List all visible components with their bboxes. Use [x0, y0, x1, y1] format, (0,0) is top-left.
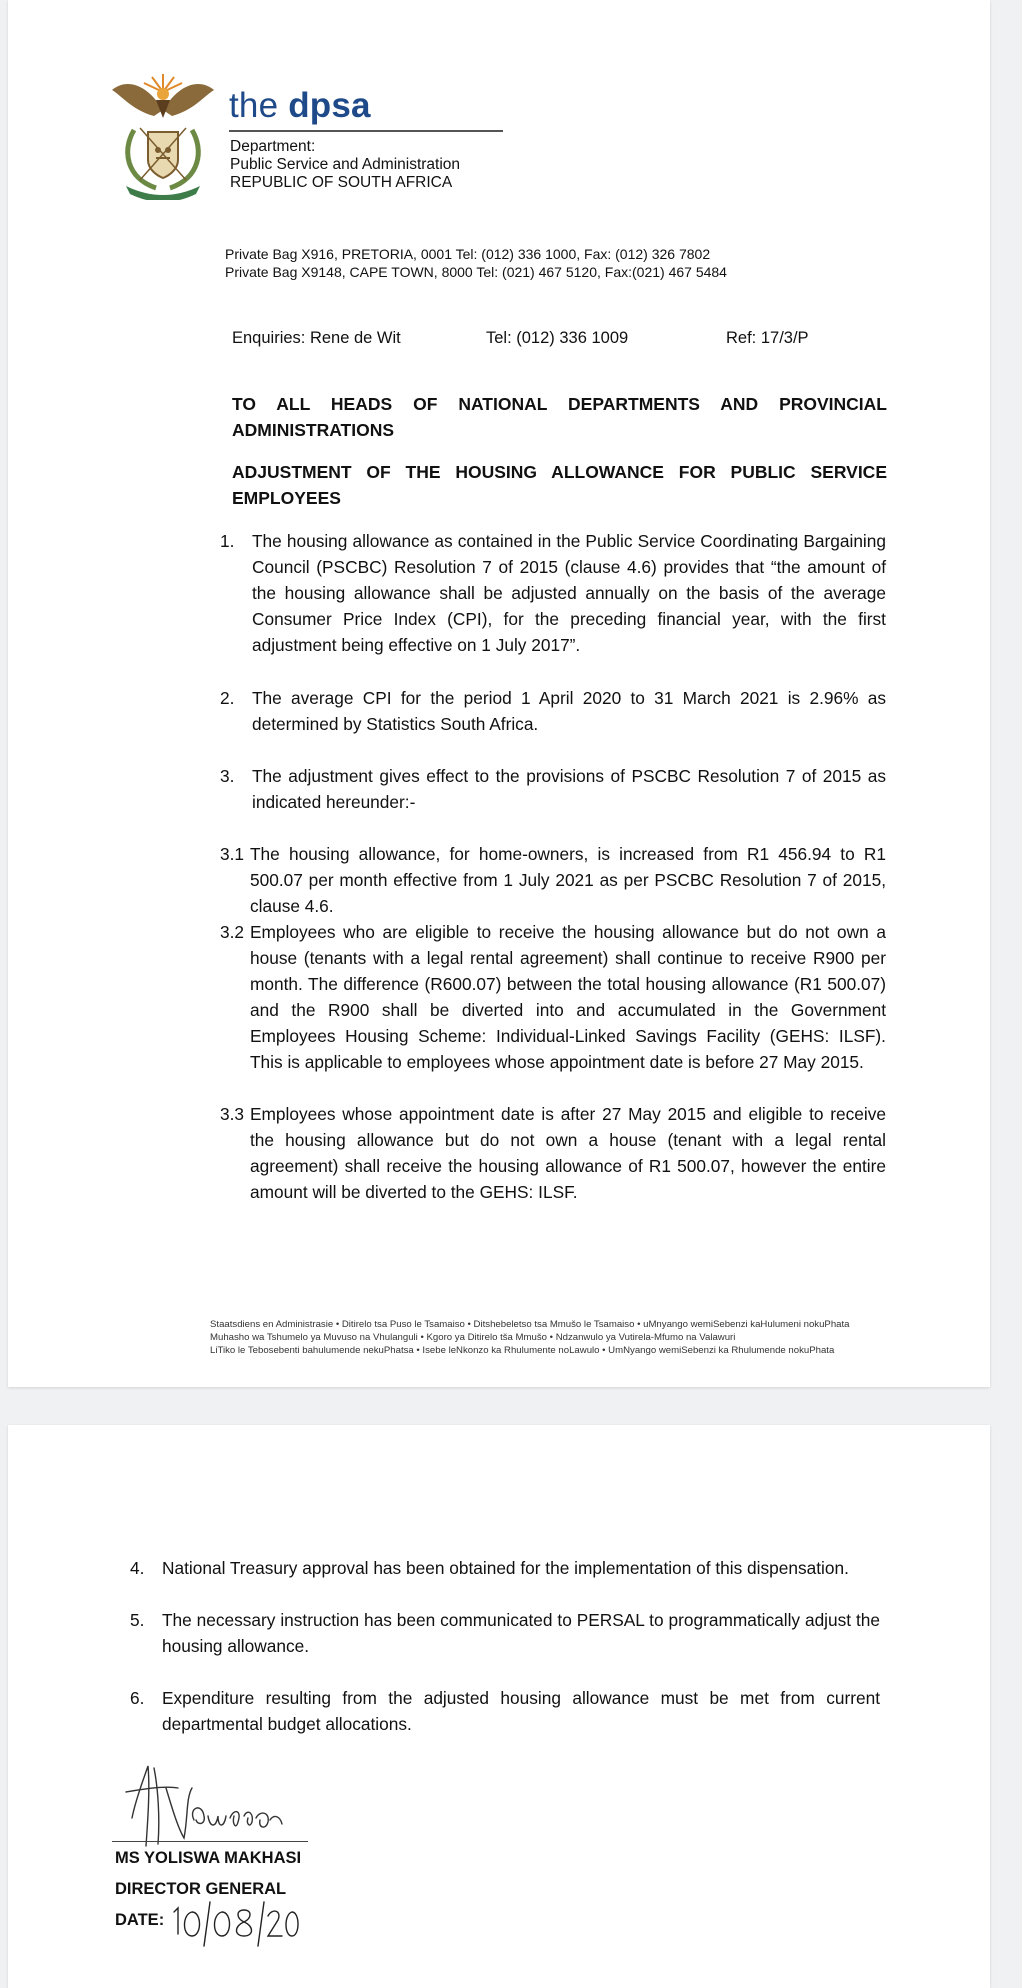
department-name: Department: Public Service and Administration REPUBLIC OF SOUTH AFRICA	[230, 138, 461, 191]
addressee-heading: TO ALL HEADS OF NATIONAL DEPARTMENTS AND PROVINCIAL ADMINISTRATIONS	[232, 394, 887, 440]
paragraph-3-1: 3.1 The housing allowance, for home-owners, is increased from R1 456.94 to R1 500.07 per month effective from 1 July 2021 as per PSCBC Resolution 7 of 2015, clause 4.6.	[220, 844, 886, 916]
date-label: DATE:	[115, 1911, 165, 1929]
paragraph-2: 2. The average CPI for the period 1 April 2020 to 31 March 2021 is 2.96% as determined by Statistics South Africa.	[220, 688, 886, 734]
paragraph-6: 6. Expenditure resulting from the adjusted housing allowance must be met from current departmental budget allocations.	[130, 1688, 880, 1734]
address-block: Private Bag X916, PRETORIA, 0001 Tel: (012) 336 1000, Fax: (012) 326 7802 Private Bag X9148, CAPE TOWN, 8000 Tel: (021) 467 5120, Fax:(021) 467 5484	[225, 246, 727, 280]
reference: Ref: 17/3/P	[726, 329, 809, 347]
paragraph-3-2: 3.2 Employees who are eligible to receive the housing allowance but do not own a house (tenants with a legal rental agreement) shall continue to receive R900 per month. The difference (R600.07) between the total housing allowance (R1 500.07) and the R900 shall be diverted into and accumulated in the Government Employees Housing Scheme: Individual-Linked Savings Facility (GEHS: ILSF). This is applicable to employees whose appointment date is before 27 May 2015.	[220, 922, 886, 1072]
signatory-title: DIRECTOR GENERAL	[115, 1880, 287, 1898]
signature-line	[112, 1841, 308, 1842]
paragraph-3-3: 3.3 Employees whose appointment date is after 27 May 2015 and eligible to receive the housing allowance but do not own a house (tenant with a legal rental agreement) shall receive the housing allowance of R1 500.07, however the entire amount will be diverted to the GEHS: ILSF.	[220, 1104, 886, 1202]
telephone: Tel: (012) 336 1009	[486, 329, 629, 347]
subject-heading: ADJUSTMENT OF THE HOUSING ALLOWANCE FOR PUBLIC SERVICE EMPLOYEES	[232, 462, 887, 508]
paragraph-1: 1. The housing allowance as contained in the Public Service Coordinating Bargaining Council (PSCBC) Resolution 7 of 2015 (clause 4.6) provides that “the amount of the housing allowance shall be adjusted annually on the basis of the average Consumer Price Index (CPI), for the preceding financial year, with the first adjustment being effective on 1 July 2017”.	[220, 531, 886, 655]
coat-of-arms-icon	[104, 70, 222, 200]
handwritten-date	[168, 1896, 308, 1948]
signatory-name: MS YOLISWA MAKHASI	[115, 1849, 302, 1867]
brand-underline	[229, 130, 503, 132]
letter-page-1	[8, 0, 990, 1387]
paragraph-4: 4. National Treasury approval has been obtained for the implementation of this dispensation.	[130, 1558, 849, 1578]
handwritten-signature	[118, 1758, 300, 1853]
paragraph-5: 5. The necessary instruction has been communicated to PERSAL to programmatically adjust the housing allowance.	[130, 1610, 880, 1656]
multilingual-footer: Staatsdiens en Administrasie • Ditirelo tsa Puso le Tsamaiso • Ditshebeletso tsa Mmušo le Tsamaiso • uMnyango wemiSebenzi kaHulumeni nokuPhata Muhasho wa Tshumelo ya Muvuso na Vhulanguli • Kgoro ya Ditirelo tša Mmušo • Ndzanwulo ya Vutirela-Mfumo na Valawuri LiTiko le Tebosebenti bahulumende nekuPhatsa • Isebe leNkonzo ka Rhulumente noLawulo • UmNyango wemiSebenzi ka Rhulumende nokuPhata	[210, 1319, 850, 1356]
enquiries: Enquiries: Rene de Wit	[232, 329, 401, 347]
paragraph-3: 3. The adjustment gives effect to the provisions of PSCBC Resolution 7 of 2015 as indicated hereunder:-	[220, 766, 886, 812]
brand-logo-text: the dpsa	[229, 86, 371, 125]
